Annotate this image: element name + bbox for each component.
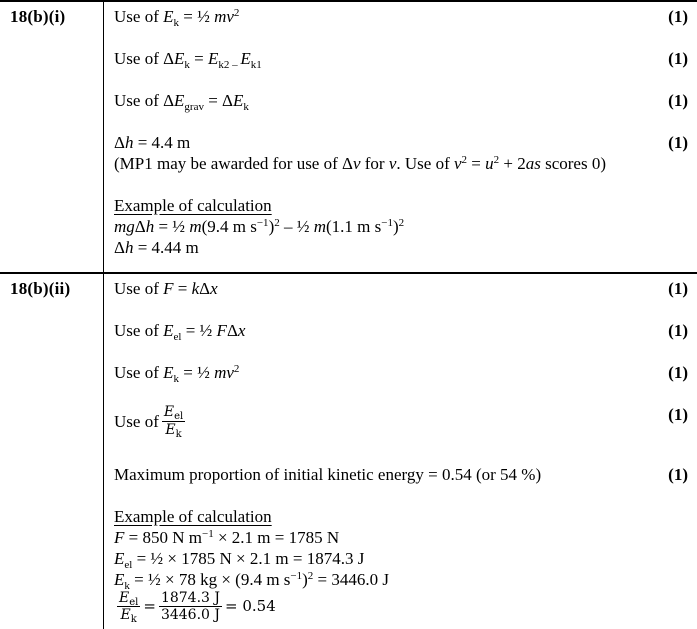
text-segment: Use of [114,363,164,382]
text-segment: as [525,154,541,173]
text-segment: Maximum proportion of initial kinetic energy = 0.54 (or 54 %) [114,464,542,484]
text-segment: −1 [256,217,269,229]
text-segment: v [453,154,462,173]
text-segment: E [114,548,125,568]
mark-value: (1) [668,464,688,484]
line-text [114,153,688,174]
text-segment: = ½ [181,321,217,340]
line-text [114,320,668,341]
mark-value: (1) [668,133,688,152]
content-line [114,48,688,69]
line-text [114,506,688,527]
text-segment: Example of calculation [114,196,272,215]
text-segment: 2 [233,363,240,375]
fraction-numerator [162,404,185,422]
line-text [114,590,688,625]
line-text [114,548,688,569]
line-text [114,216,688,237]
text-segment: v [388,154,397,173]
question-cell [0,2,103,272]
text-segment: (9.4 m s [201,217,257,236]
text-segment: el [129,596,139,608]
text-segment: for [360,154,389,173]
fraction-numerator [117,590,140,608]
line-text [114,6,668,27]
text-segment: E [233,91,244,110]
line-text [114,48,668,69]
mark-value: (1) [668,91,688,110]
fraction-numerator [159,590,222,608]
content-line [114,278,688,299]
text-segment: k [130,614,137,626]
content-cell [103,274,697,629]
text-segment: Use of Δ [114,91,175,110]
content-line [114,464,688,485]
text-segment: h [145,217,155,236]
text-segment: Δ [199,279,211,298]
text-segment: v [352,154,361,173]
text-segment: E [174,91,185,110]
text-segment: −1 [290,569,303,582]
text-segment: ) [392,217,399,236]
question-cell [0,274,103,629]
fraction-denominator [159,607,222,624]
text-segment: k [175,428,182,440]
text-segment: E [120,607,131,624]
text-segment: m [313,217,327,236]
text-segment: Use of [114,279,164,298]
content-line [114,506,688,527]
fraction [159,590,222,625]
text-segment: k [191,279,200,298]
content-line [114,320,688,341]
text-segment: Example of calculation [114,506,272,526]
text-segment: E [163,363,174,382]
text-segment: = ½ × 1785 N × 2.1 m = 1874.3 J [132,548,365,568]
text-segment: 2 [307,569,314,582]
text-segment: mv [214,7,234,26]
text-segment: 2 [233,7,240,19]
text-segment: Use of [114,7,164,26]
content-line [114,362,688,383]
table-row [0,272,697,629]
line-text [114,195,688,216]
content-line [114,404,688,439]
mark-value: (1) [668,49,688,68]
text-segment: = [189,49,209,68]
text-segment: 3446.0 J [160,607,220,624]
text-segment: E [163,7,174,26]
line-text [114,464,668,485]
text-segment: × 2.1 m = 1785 N [213,527,340,547]
mark-value: (1) [668,363,688,382]
table-row [0,0,697,272]
text-segment: el [173,331,182,343]
text-segment: h [124,133,134,152]
text-segment: + 2 [499,154,526,173]
text-segment: 2 [493,154,500,166]
content-line [114,6,688,27]
fraction [162,404,185,439]
text-segment: Δ [114,238,125,257]
content-line [114,548,688,569]
text-segment: Δ [114,133,125,152]
content-line [114,237,688,258]
text-segment: Δ [226,321,238,340]
line-text [114,90,668,111]
text-segment: k [173,17,179,29]
text-segment: E [163,404,175,420]
text-segment: E [119,589,130,606]
text-segment: = 4.44 m [133,238,199,257]
text-segment: (MP1 may be awarded for use of Δ [114,154,353,173]
content-line [114,569,688,590]
text-segment: k2 – [218,59,241,71]
content-line [114,195,688,216]
text-segment: k [243,101,249,113]
line-text [114,278,668,299]
text-segment: Use of [114,321,164,340]
text-segment: = [467,154,486,173]
content-cell [103,2,697,272]
question-number: 18(b)(i) [10,7,66,26]
fraction-denominator [119,607,139,624]
text-segment: = 0.54 [225,597,276,616]
text-segment: Use of Δ [114,49,175,68]
line-text [114,362,668,383]
text-segment: E [240,49,251,68]
line-text [114,527,688,548]
text-segment: E [163,321,174,340]
text-segment: = ½ [179,363,215,382]
text-segment: ) [268,217,275,236]
line-text [114,569,688,590]
text-segment: = ½ [179,7,215,26]
text-segment: m [189,217,202,236]
mark-value: (1) [668,7,688,26]
text-segment: k1 [250,59,262,71]
line-text [114,237,688,258]
text-segment: = Δ [203,91,233,110]
text-segment: F [163,279,174,298]
content-line [114,216,688,237]
text-segment: 2 [461,154,468,166]
text-segment: u [485,154,494,173]
content-line [114,527,688,548]
text-segment: = 850 N m [124,527,202,547]
fraction-denominator [163,422,183,439]
mark-value: (1) [668,405,688,424]
text-segment: mv [214,363,234,382]
content-line [114,590,688,625]
text-segment: – ½ [279,217,314,236]
line-text [114,132,668,153]
text-segment: = [143,597,156,616]
text-segment: ) [302,569,308,589]
text-segment: 2 [274,217,280,229]
content-line [114,132,688,153]
text-segment: mg [114,217,135,236]
text-segment: x [237,321,246,340]
text-segment: −1 [201,527,214,540]
text-segment: Use of [114,411,159,431]
text-segment: el [124,558,133,571]
text-segment: k [173,373,179,385]
text-segment: E [174,49,185,68]
text-segment: (1.1 m s [326,217,382,236]
text-segment: . Use of [396,154,454,173]
text-segment: = 4.4 m [133,133,191,152]
text-segment: k [184,59,190,71]
text-segment: E [114,569,125,589]
question-number: 18(b)(ii) [10,279,71,298]
text-segment: = [173,279,192,298]
text-segment: h [124,238,134,257]
text-segment: = 3446.0 J [313,569,389,589]
text-segment: F [114,527,125,547]
text-segment: grav [184,101,204,113]
text-segment: k [124,579,130,592]
mark-value: (1) [668,279,688,298]
text-segment: el [174,411,184,422]
text-segment: scores 0) [540,154,606,173]
text-segment: E [165,421,176,438]
text-segment: 2 [398,217,405,229]
text-segment: F [216,321,227,340]
text-segment: x [210,279,218,298]
text-segment: E [208,49,219,68]
text-segment: −1 [381,217,393,229]
text-segment: = ½ [154,217,190,236]
content-line [114,153,688,174]
mark-value: (1) [668,321,688,340]
text-segment: = ½ × 78 kg × (9.4 m s [129,569,291,589]
text-segment: Δ [134,217,146,236]
line-text [114,404,668,439]
text-segment: 1874.3 J [160,589,220,606]
fraction [117,590,140,625]
content-line [114,90,688,111]
